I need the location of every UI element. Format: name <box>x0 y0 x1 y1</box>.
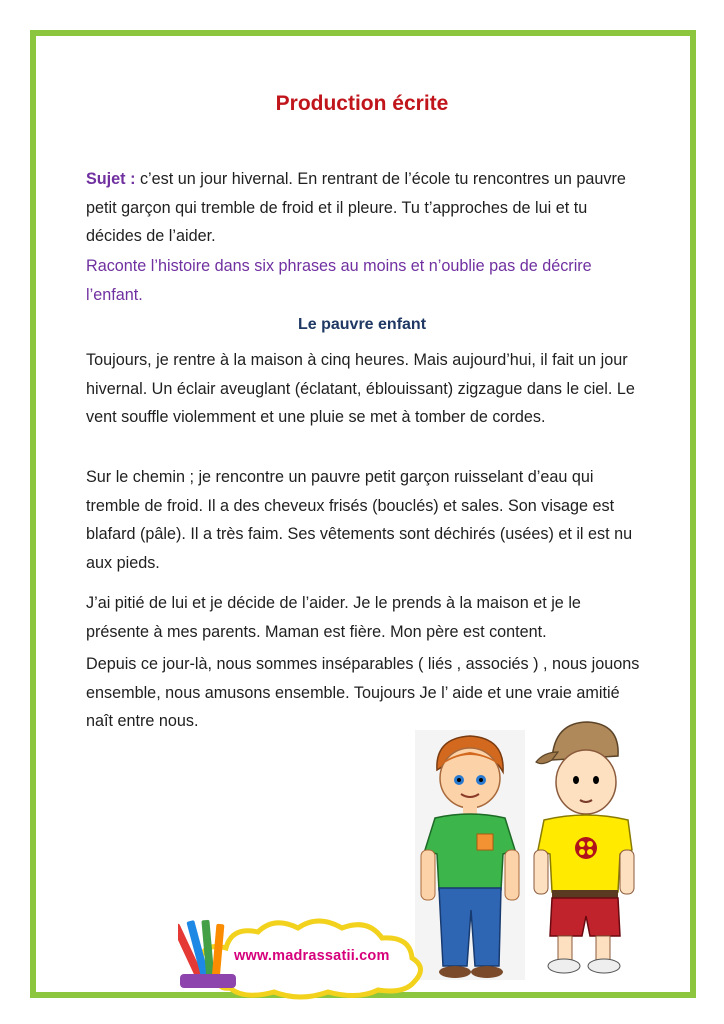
website-url: www.madrassatii.com <box>234 948 390 964</box>
page-title: Production écrite <box>275 92 449 115</box>
story-paragraph-3: J’ai pitié de lui et je décide de l’aider. Je le prends à la maison et je le présente à mes parents. Maman est fière. Mon père est content. <box>86 594 581 641</box>
sujet-text: c’est un jour hivernal. En rentrant de l’école tu rencontres un pauvre petit garçon qui tremble de froid et il pleure. Tu t’approches de lui et tu décides de l’aider. <box>86 170 626 246</box>
website-badge <box>178 912 438 1002</box>
story-paragraph-1: Toujours, je rentre à la maison à cinq heures. Mais aujourd’hui, il fait un jour hivernal. Un éclair aveuglant (éclatant, éblouissant) zigzague dans le ciel. Le vent souffle violemment et une pluie se met à tomber de cordes. <box>86 351 635 427</box>
instruction-text: Raconte l’histoire dans six phrases au moins et n’oublie pas de décrire l’enfant. <box>86 257 592 304</box>
sujet-paragraph <box>86 165 646 251</box>
sujet-label: Sujet : <box>86 170 136 188</box>
story-paragraph-2: Sur le chemin ; je rencontre un pauvre petit garçon ruisselant d’eau qui tremble de froid. Il a des cheveux frisés (bouclés) et sales. Son visage est blafard (pâle). Il a très faim. Ses vêtements sont déchirés (usées) et il est nu aux pieds. <box>86 468 633 572</box>
boy-cap-yellow-shirt-illustration <box>528 716 638 978</box>
story-title: Le pauvre enfant <box>297 316 427 333</box>
story-paragraph-4: Depuis ce jour-là, nous sommes inséparables ( liés , associés ) , nous jouons ensemble, nous amusons ensemble. Toujours Je l’ aide et une vraie amitié naît entre nous. <box>86 655 640 731</box>
